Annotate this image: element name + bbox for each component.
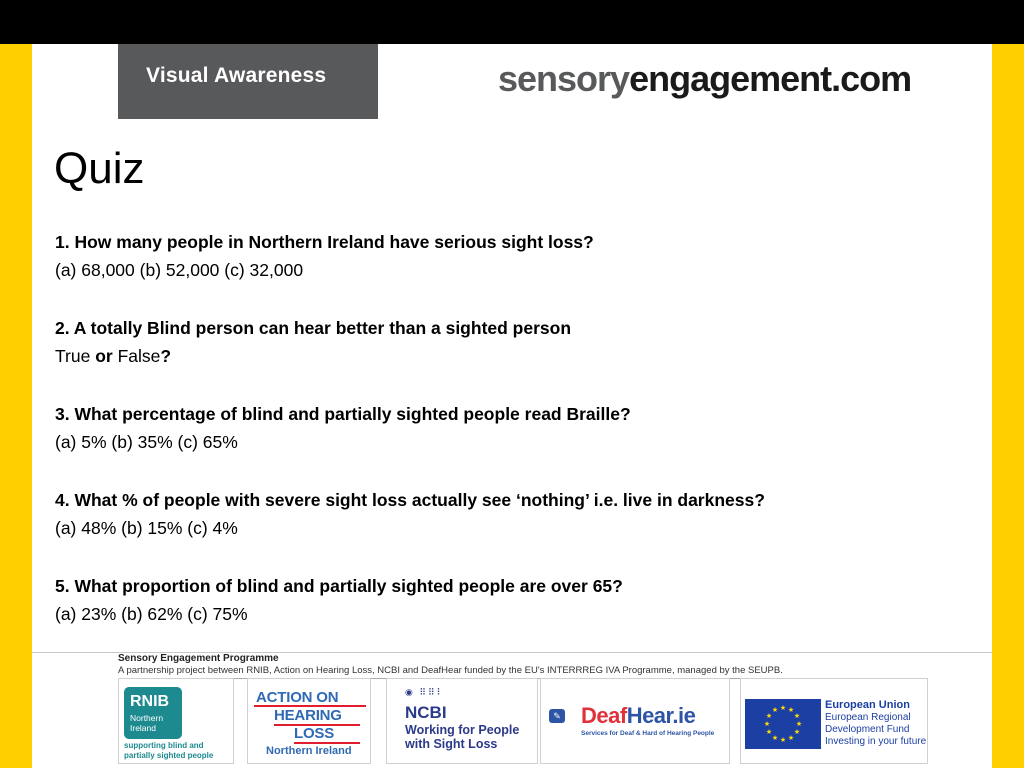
question-2: 2. A totally Blind person can hear better than a sighted person xyxy=(55,318,572,338)
slide-title: Quiz xyxy=(54,144,145,193)
question-5: 5. What proportion of blind and partially sighted people are over 65? xyxy=(55,576,623,596)
svg-text:★: ★ xyxy=(765,728,773,736)
sensory-engagement-brand xyxy=(498,58,911,100)
svg-text:★: ★ xyxy=(793,712,801,720)
answer-2 xyxy=(55,342,955,370)
answer-2-true: True xyxy=(55,346,96,366)
eu-line2: European Regional xyxy=(825,712,911,723)
rnib-sub1: Northern xyxy=(130,713,164,723)
deafhear-name-part2: Hear.ie xyxy=(626,703,696,728)
rnib-tag2: partially sighted people xyxy=(124,751,214,760)
ncbi-logo xyxy=(386,678,538,764)
question-1: 1. How many people in Northern Ireland have serious sight loss? xyxy=(55,232,594,252)
svg-text:★: ★ xyxy=(771,734,779,742)
svg-text:★: ★ xyxy=(795,720,803,728)
deafhear-name-part1: Deaf xyxy=(581,703,627,728)
svg-text:★: ★ xyxy=(787,734,795,742)
answer-5: (a) 23% (b) 62% (c) 75% xyxy=(55,604,248,624)
ncbi-name: NCBI xyxy=(405,703,447,722)
right-yellow-border xyxy=(992,44,1024,768)
answer-1: (a) 68,000 (b) 52,000 (c) 32,000 xyxy=(55,260,304,280)
ncbi-tag1: Working for People xyxy=(405,723,520,737)
quiz-list xyxy=(55,228,955,628)
rnib-tag1: supporting blind and xyxy=(124,741,204,750)
left-yellow-border xyxy=(0,44,32,768)
visual-awareness-label: Visual Awareness xyxy=(146,64,327,87)
eu-line4: Investing in your future xyxy=(825,736,927,747)
brand-part-sensory: sensory xyxy=(498,58,630,99)
answer-2-qmark: ? xyxy=(160,346,172,366)
eu-line3: Development Fund xyxy=(825,724,910,735)
aohl-red-line-3 xyxy=(294,742,360,744)
rnib-badge xyxy=(124,687,182,739)
aohl-line3: LOSS xyxy=(294,725,335,742)
eu-logo xyxy=(740,678,928,764)
rnib-logo xyxy=(118,678,234,764)
svg-text:★: ★ xyxy=(779,736,787,744)
deafhear-tagline: Services for Deaf & Hard of Hearing People xyxy=(581,730,715,737)
question-3: 3. What percentage of blind and partially sighted people read Braille? xyxy=(55,404,631,424)
svg-text:★: ★ xyxy=(765,712,773,720)
svg-text:★: ★ xyxy=(787,706,795,714)
top-bar xyxy=(0,0,1024,44)
answer-3: (a) 5% (b) 35% (c) 65% xyxy=(55,432,238,452)
answer-2-or: or xyxy=(95,346,113,366)
question-4: 4. What % of people with severe sight loss actually see ‘nothing’ i.e. live in darkness? xyxy=(55,490,765,510)
svg-text:★: ★ xyxy=(779,704,787,712)
aohl-region: Northern Ireland xyxy=(266,745,352,757)
aohl-line2: HEARING xyxy=(274,707,342,724)
rnib-sub2: Ireland xyxy=(130,723,156,733)
answer-2-false: False xyxy=(112,346,161,366)
svg-text:★: ★ xyxy=(793,728,801,736)
answer-4: (a) 48% (b) 15% (c) 4% xyxy=(55,518,238,538)
eu-flag-icon xyxy=(745,699,821,749)
rnib-name: RNIB xyxy=(130,693,170,710)
deafhear-logo xyxy=(540,678,730,764)
aohl-line1: ACTION ON xyxy=(256,689,339,706)
programme-description: A partnership project between RNIB, Action on Hearing Loss, NCBI and DeafHear funded by the EU's INTERRREG IVA Programme, managed by the SEUPB. xyxy=(118,665,783,676)
deafhear-mark-icon: ✎ xyxy=(549,709,565,723)
svg-text:★: ★ xyxy=(763,720,771,728)
brand-part-engagement: engagement.com xyxy=(629,58,912,99)
visual-awareness-tag xyxy=(118,44,378,119)
action-on-hearing-loss-logo xyxy=(247,678,371,764)
eu-line1: European Union xyxy=(825,699,910,711)
programme-title: Sensory Engagement Programme xyxy=(118,653,279,664)
slide xyxy=(32,44,992,768)
ncbi-tag2: with Sight Loss xyxy=(405,737,498,751)
braille-dots-icon: ◉ ⠿⠿⠇ xyxy=(405,687,446,697)
svg-text:★: ★ xyxy=(771,706,779,714)
